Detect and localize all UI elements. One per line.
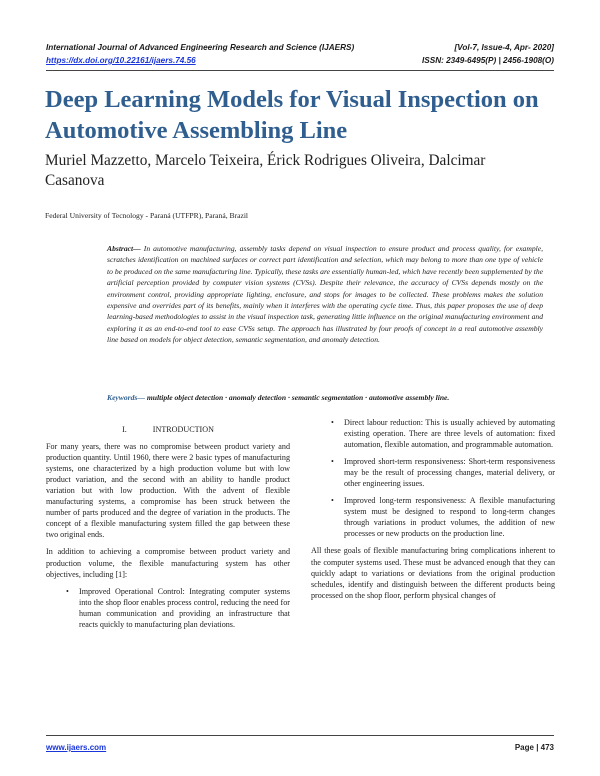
intro-paragraph-1: For many years, there was no compromise between product variety and production quantity. Until 1960, there were 2 basic types of manufacturing systems, one characterized by a high production volume but with low product variation, and the second with an ability to handle product variation but with low production. With the advent of flexible manufacturing systems, a compromise has been struck between the number of parts produced and the degree of variation in the products. The concept of a flexible manufacturing system filled the gap between these two original ends. (46, 442, 290, 540)
right-column (311, 417, 555, 607)
objectives-list (46, 586, 290, 630)
paper-title: Deep Learning Models for Visual Inspection on Automotive Assembling Line (45, 86, 539, 144)
header-divider (46, 70, 554, 71)
bullet-icon: • (331, 496, 334, 506)
bullet-text: Improved Operational Control: Integrating computer systems into the shop floor enables process control, reducing the need for human communication and providing an infrastructure that reacts quickly to manufacturing plan deviations. (79, 586, 290, 629)
bullet-text: Direct labour reduction: This is usually achieved by automating existing operation. There are three levels of automation: fixed automation, flexible automation, and programmable automation. (344, 418, 555, 450)
bullet-text: Improved short-term responsiveness: Short-term responsiveness may be the result of processing changes, material delivery, or other engineering issues. (344, 457, 555, 489)
list-item (46, 586, 290, 630)
page-number: Page | 473 (514, 743, 554, 752)
journal-name: International Journal of Advanced Engineering Research and Science (IJAERS) (46, 43, 355, 52)
volume-info: [Vol-7, Issue-4, Apr- 2020] (454, 43, 554, 52)
running-header (46, 43, 554, 52)
bullet-text: Improved long-term responsiveness: A flexible manufacturing system must be designed to respond to long-term changes through variations in product volumes, the addition of new processes or new products on the production line. (344, 496, 555, 539)
keywords-label: Keywords— (107, 393, 145, 402)
intro-paragraph-3: All these goals of flexible manufacturing bring complications inherent to the computer systems used. These must be advanced enough that they can quickly adapt to variations or deviations from the original production schedules, identify and distinguish between the different products being processed on the shop floor, perform physical changes of (311, 546, 555, 600)
keywords (107, 393, 543, 402)
website-link[interactable]: www.ijaers.com (46, 743, 107, 752)
abstract-text: In automotive manufacturing, assembly tasks depend on visual inspection to ensure product and process quality, for example, scratches identification on machined surfaces or correct part identification and selection, which may belong to more than one type of vehicle to be produced on the same manufacturing line. Typically, these tasks are essentially human-led, which have recently been supplemented by the artificial perception provided by computer vision systems (CVSs). Despite their relevance, the accuracy of CVSs depends mostly on the environment control, providing appropriate lighting, enclosure, and stops for images to be collected. These problems makes the solution expensive and overrides part of its benefits, mainly when it interferes with the operating cycle time. Thus, this paper proposes the use of deep learning-based methodologies to assist in the visual inspection task, generating little influence on the original manufacturing environment and exploring it as an end-to-end tool to ease CVSs setup. The approach has illustrated by four proofs of concept in a real automotive assembly line based on models for object detection, semantic segmentation, and anomaly detection. (107, 244, 543, 345)
running-header-second-line (46, 56, 554, 65)
abstract (107, 243, 543, 346)
page-footer (46, 743, 554, 752)
intro-paragraph-2: In addition to achieving a compromise between product variety and production volume, the flexible manufacturing system has other objectives, including [1]: (46, 547, 290, 579)
list-item (311, 495, 555, 539)
section-heading (46, 424, 290, 435)
keywords-text: multiple object detection · anomaly detection · semantic segmentation · automotive assembly line. (144, 393, 450, 402)
doi-link[interactable]: https://dx.doi.org/10.22161/ijaers.74.56 (46, 56, 196, 65)
objectives-list-continued (311, 417, 555, 539)
list-item (311, 456, 555, 489)
bullet-icon: • (66, 586, 69, 596)
abstract-label: Abstract— (107, 244, 141, 253)
bullet-icon: • (331, 457, 334, 467)
author-list: Muriel Mazzetto, Marcelo Teixeira, Érick Rodrigues Oliveira, Dalcimar Casanova (45, 152, 486, 189)
footer-divider (46, 735, 554, 736)
issn-info: ISSN: 2349-6495(P) | 2456-1908(O) (422, 56, 554, 65)
section-title: INTRODUCTION (152, 425, 214, 434)
affiliation: Federal University of Tecnology - Paraná (UTFPR), Paraná, Brazil (45, 211, 249, 220)
left-column (46, 417, 290, 636)
section-number: I. (122, 425, 127, 434)
list-item (311, 417, 555, 450)
bullet-icon: • (331, 418, 334, 427)
